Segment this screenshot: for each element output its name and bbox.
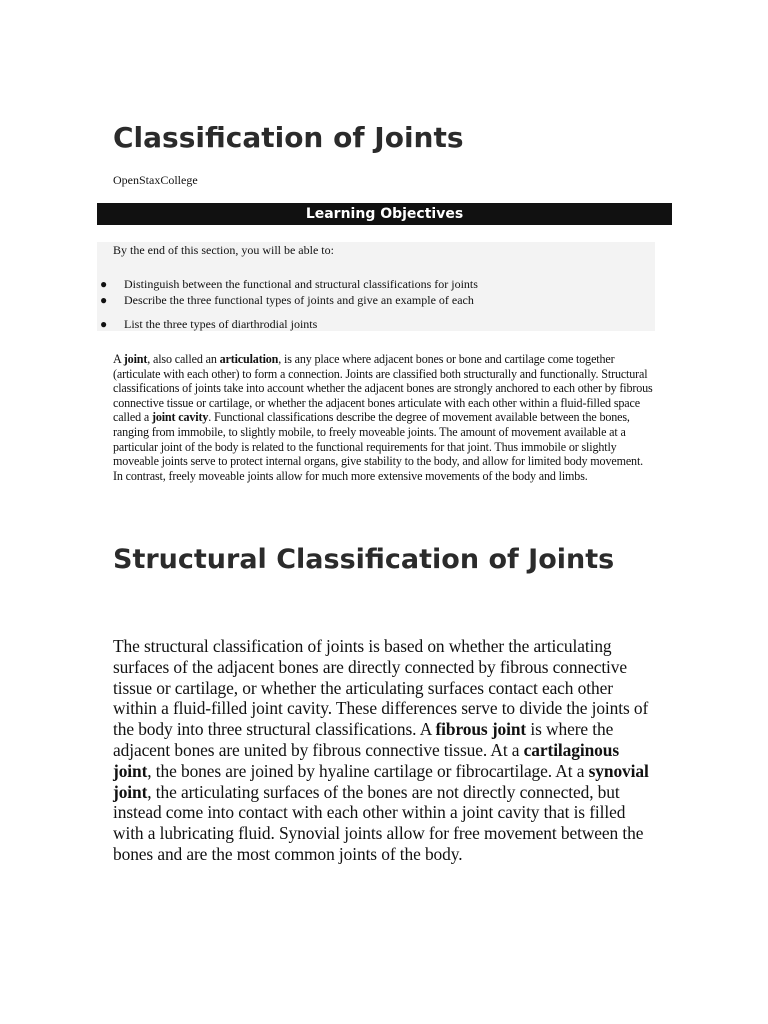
structural-paragraph	[113, 636, 653, 865]
term-joint: joint	[123, 352, 148, 366]
text-run: , is any place where adjacent bones or bone and cartilage come together (articulate with each other) to form a connection. Joints are classified both structurally and functionally. Structural classifications of joints take into account whether the adjacent bones are strongly anchored to each other by fibrous connective tissue or cartilage, or whether the adjacent bones articulate with each other within a fluid-filled space called a	[113, 352, 653, 425]
page-title: Classification of Joints	[113, 121, 464, 154]
intro-paragraph	[113, 352, 653, 483]
term-fibrous-joint: fibrous joint	[435, 719, 527, 740]
list-item-text: Distinguish between the functional and structural classifications for joints	[124, 277, 478, 291]
text-run: , the articulating surfaces of the bones are not directly connected, but instead come into contact with each other within a joint cavity that is filled with a lubricating fluid. Synovial joints allow for free movement between the bones and are the most common joints of the body.	[113, 781, 644, 864]
section-heading: Structural Classification of Joints	[113, 544, 615, 575]
text-run: , also called an	[147, 352, 220, 366]
term-joint-cavity: joint cavity	[151, 410, 209, 425]
text-run: The structural classification of joints is based on whether the articulating surfaces of the adjacent bones are directly connected by fibrous connective tissue or cartilage, or whether the articulating surfaces contact each other within a fluid-filled joint cavity. These differences serve to divide the joints of the body into three structural classifications. A	[113, 636, 649, 740]
bullet-icon: ●	[100, 277, 108, 291]
text-run: , the bones are joined by hyaline cartilage or fibrocartilage. At a	[147, 760, 589, 781]
term-synovial-joint: synovial joint	[113, 760, 649, 802]
bullet-icon: ●	[100, 293, 108, 307]
text-run: is where the adjacent bones are united by fibrous connective tissue. At a	[113, 719, 614, 760]
text-run: . Functional classifications describe the degree of movement available between the bones, ranging from immobile, to slightly mobile, to freely moveable joints. The amount of movement available at a particular joint of the body is related to the functional requirements for that joint. Thus immobile or slightly moveable joints serve to protect internal organs, give stability to the body, and allow for limited body movement. In contrast, freely moveable joints allow for much more extensive movements of the body and limbs.	[113, 410, 644, 483]
author-name: OpenStaxCollege	[113, 173, 198, 187]
term-cartilaginous-joint: cartilaginous joint	[113, 739, 619, 781]
term-articulation: articulation	[219, 352, 279, 366]
text-run: A	[113, 352, 124, 366]
bullet-icon: ●	[100, 317, 108, 331]
list-item-text: List the three types of diarthrodial joints	[124, 317, 318, 331]
list-item-text: Describe the three functional types of joints and give an example of each	[124, 293, 474, 307]
learning-objectives-box	[97, 242, 655, 331]
learning-objectives-intro: By the end of this section, you will be able to:	[113, 243, 334, 257]
learning-objectives-header: Learning Objectives	[97, 203, 672, 225]
